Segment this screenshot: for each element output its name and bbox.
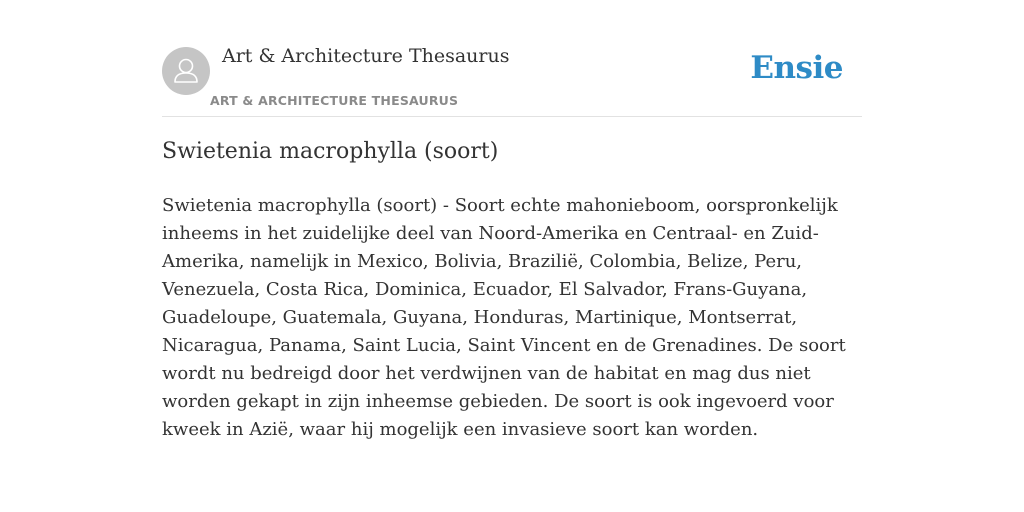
avatar[interactable] xyxy=(162,47,210,95)
author-subtitle: ART & ARCHITECTURE THESAURUS xyxy=(210,93,459,108)
user-silhouette-icon xyxy=(162,47,210,95)
author-name-link[interactable]: Art & Architecture Thesaurus xyxy=(222,45,510,67)
entry-header xyxy=(162,0,862,117)
entry-card xyxy=(162,0,862,440)
entry-title: Swietenia macrophylla (soort) xyxy=(162,139,499,164)
ensie-logo[interactable]: Ensie xyxy=(750,50,843,86)
entry-body: Swietenia macrophylla (soort) - Soort echte mahonieboom, oorspronkelijk inheems in het zuidelijke deel van Noord-Amerika en Centraal- en Zuid-Amerika, namelijk in Mexico, Bolivia, Brazilië, Colombia, Belize, Peru, Venezuela, Costa Rica, Dominica, Ecuador, El Salvador, Frans-Guyana, Guadeloupe, Guatemala, Guyana, Honduras, Martinique, Montserrat, Nicaragua, Panama, Saint Lucia, Saint Vincent en de Grenadines. De soort wordt nu bedreigd door het verdwijnen van de habitat en mag dus niet worden gekapt in zijn inheemse gebieden. De soort is ook ingevoerd voor kweek in Azië, waar hij mogelijk een invasieve soort kan worden. xyxy=(162,195,846,440)
